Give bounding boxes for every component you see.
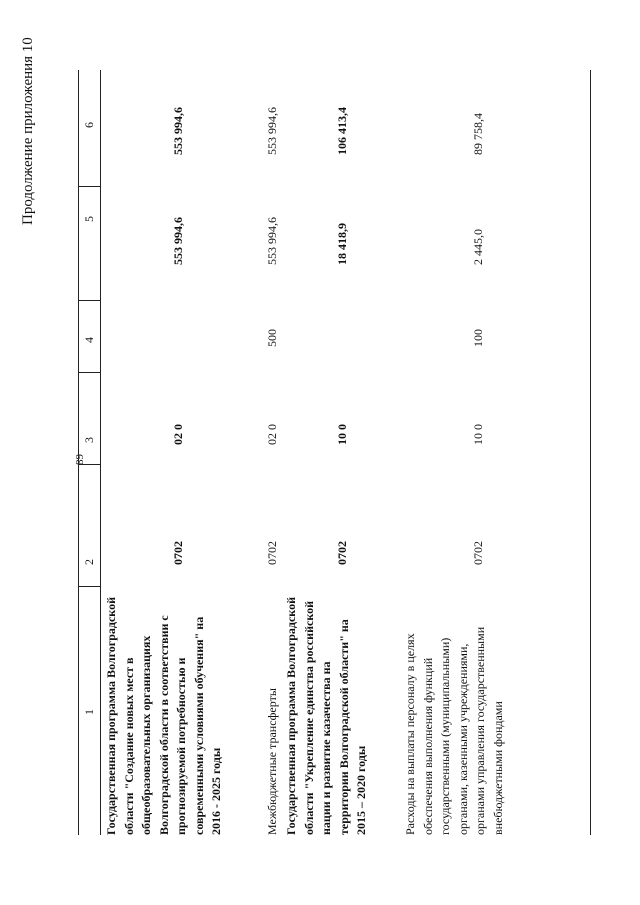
column-separator bbox=[78, 586, 100, 587]
column-header-2: 2 bbox=[82, 559, 96, 565]
row-program-code: 02 0 bbox=[171, 424, 185, 445]
row-expense-type: 500 bbox=[265, 329, 279, 347]
row-program-code: 02 0 bbox=[265, 424, 279, 445]
row-program-code: 10 0 bbox=[335, 424, 349, 445]
column-separator bbox=[78, 372, 100, 373]
column-header-3: 3 bbox=[82, 437, 96, 443]
row-amount-6: 553 994,6 bbox=[171, 107, 185, 155]
table-bottom-rule bbox=[590, 70, 591, 835]
column-header-6: 6 bbox=[82, 122, 96, 128]
table-header-rule bbox=[100, 70, 101, 835]
row-amount-5: 553 994,6 bbox=[171, 217, 185, 265]
column-separator bbox=[78, 186, 100, 187]
row-description: Межбюджетные трансферты bbox=[265, 688, 279, 835]
column-header-4: 4 bbox=[82, 337, 96, 343]
column-separator bbox=[78, 300, 100, 301]
row-description: Расходы на выплаты персоналу в целях обеспечения выполнения функций государственными (муниципальными) органами, казенными учреждениями, органами управления государственными внебюджетными фондами bbox=[403, 626, 505, 835]
row-section-code: 0702 bbox=[335, 541, 349, 565]
row-amount-5: 553 994,6 bbox=[265, 217, 279, 265]
row-amount-6: 553 994,6 bbox=[265, 107, 279, 155]
row-expense-type: 100 bbox=[471, 329, 485, 347]
row-amount-5: 18 418,9 bbox=[335, 223, 349, 265]
column-header-5: 5 bbox=[82, 216, 96, 222]
row-amount-6: 106 413,4 bbox=[335, 107, 349, 155]
table-top-rule bbox=[78, 70, 79, 835]
continuation-header: Продолжение приложения 10 bbox=[20, 37, 36, 225]
page-number: 89 bbox=[74, 454, 86, 465]
row-description: Государственная программа Волгоградской области "Укрепление единства российской нации и развитие казачества на территории Волгоградской области" на 2015 – 2020 годы bbox=[284, 597, 368, 835]
row-program-code: 10 0 bbox=[471, 424, 485, 445]
row-section-code: 0702 bbox=[471, 541, 485, 565]
row-amount-5: 2 445,0 bbox=[471, 229, 485, 265]
row-description: Государственная программа Волгоградской области "Создание новых мест в общеобразовательных организациях Волгоградской области в соответствии с прогнозируемой потребностью и современными условиями обучения" на 2016 - 2025 годы bbox=[104, 597, 223, 835]
column-separator bbox=[78, 464, 100, 465]
column-header-1: 1 bbox=[82, 709, 96, 715]
row-section-code: 0702 bbox=[171, 541, 185, 565]
row-amount-6: 89 758,4 bbox=[471, 113, 485, 155]
row-section-code: 0702 bbox=[265, 541, 279, 565]
